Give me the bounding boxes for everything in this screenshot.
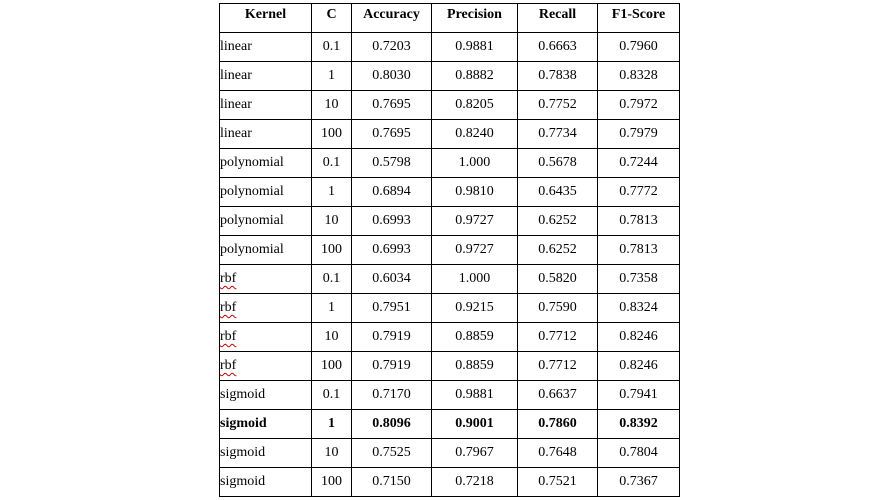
- cell-f1-score: 0.7804: [598, 439, 680, 468]
- cell-kernel: polynomial: [220, 207, 312, 236]
- cell-c: 0.1: [312, 33, 352, 62]
- cell-precision: 0.9881: [432, 381, 518, 410]
- cell-recall: 0.7860: [518, 410, 598, 439]
- cell-c: 100: [312, 352, 352, 381]
- cell-accuracy: 0.7919: [352, 352, 432, 381]
- cell-f1-score: 0.7367: [598, 468, 680, 497]
- cell-accuracy: 0.8030: [352, 62, 432, 91]
- cell-accuracy: 0.7951: [352, 294, 432, 323]
- cell-precision: 1.000: [432, 149, 518, 178]
- header-row: [220, 4, 680, 33]
- cell-recall: 0.7752: [518, 91, 598, 120]
- cell-f1-score: 0.7979: [598, 120, 680, 149]
- cell-f1-score: 0.7941: [598, 381, 680, 410]
- cell-recall: 0.7648: [518, 439, 598, 468]
- cell-accuracy: 0.7919: [352, 323, 432, 352]
- cell-kernel: polynomial: [220, 236, 312, 265]
- table-row: [220, 33, 680, 62]
- cell-recall: 0.7590: [518, 294, 598, 323]
- cell-f1-score: 0.7813: [598, 207, 680, 236]
- cell-accuracy: 0.5798: [352, 149, 432, 178]
- table-row: [220, 381, 680, 410]
- kernel-label: rbf: [220, 358, 237, 373]
- table-row: [220, 352, 680, 381]
- cell-precision: 0.8205: [432, 91, 518, 120]
- cell-f1-score: 0.8246: [598, 323, 680, 352]
- header-kernel: Kernel: [220, 4, 312, 33]
- cell-accuracy: 0.6894: [352, 178, 432, 207]
- table-row: [220, 265, 680, 294]
- cell-kernel: sigmoid: [220, 381, 312, 410]
- cell-precision: 0.8882: [432, 62, 518, 91]
- cell-f1-score: 0.7244: [598, 149, 680, 178]
- table-row: [220, 468, 680, 497]
- cell-accuracy: 0.7695: [352, 91, 432, 120]
- cell-c: 0.1: [312, 149, 352, 178]
- table-row: [220, 439, 680, 468]
- table-row: [220, 410, 680, 439]
- cell-recall: 0.5820: [518, 265, 598, 294]
- cell-f1-score: 0.7960: [598, 33, 680, 62]
- cell-kernel: [220, 265, 312, 294]
- cell-f1-score: 0.7972: [598, 91, 680, 120]
- cell-precision: 1.000: [432, 265, 518, 294]
- table-row: [220, 178, 680, 207]
- cell-precision: 0.7218: [432, 468, 518, 497]
- cell-kernel: sigmoid: [220, 439, 312, 468]
- cell-accuracy: 0.7695: [352, 120, 432, 149]
- cell-c: 0.1: [312, 265, 352, 294]
- cell-accuracy: 0.7203: [352, 33, 432, 62]
- table-row: [220, 120, 680, 149]
- header-accuracy: Accuracy: [352, 4, 432, 33]
- table-row: [220, 294, 680, 323]
- cell-precision: 0.8859: [432, 323, 518, 352]
- cell-precision: 0.8240: [432, 120, 518, 149]
- cell-f1-score: 0.8392: [598, 410, 680, 439]
- cell-accuracy: 0.7150: [352, 468, 432, 497]
- table-row: [220, 207, 680, 236]
- cell-f1-score: 0.8324: [598, 294, 680, 323]
- cell-kernel: polynomial: [220, 178, 312, 207]
- cell-c: 1: [312, 410, 352, 439]
- cell-accuracy: 0.8096: [352, 410, 432, 439]
- table-header: [220, 4, 680, 33]
- cell-f1-score: 0.8328: [598, 62, 680, 91]
- cell-c: 1: [312, 294, 352, 323]
- cell-kernel: [220, 294, 312, 323]
- cell-c: 1: [312, 178, 352, 207]
- cell-kernel: [220, 323, 312, 352]
- cell-precision: 0.9727: [432, 207, 518, 236]
- cell-recall: 0.6435: [518, 178, 598, 207]
- table-row: [220, 149, 680, 178]
- cell-c: 10: [312, 323, 352, 352]
- table-row: [220, 236, 680, 265]
- cell-accuracy: 0.6993: [352, 236, 432, 265]
- cell-precision: 0.8859: [432, 352, 518, 381]
- svm-results-table: [219, 3, 680, 497]
- kernel-label: rbf: [220, 329, 237, 344]
- cell-recall: 0.6637: [518, 381, 598, 410]
- cell-kernel: linear: [220, 120, 312, 149]
- cell-recall: 0.7521: [518, 468, 598, 497]
- kernel-label: rbf: [220, 271, 237, 286]
- cell-recall: 0.6663: [518, 33, 598, 62]
- cell-recall: 0.7734: [518, 120, 598, 149]
- cell-c: 10: [312, 439, 352, 468]
- results-table-container: [219, 3, 680, 497]
- cell-kernel: linear: [220, 33, 312, 62]
- cell-f1-score: 0.8246: [598, 352, 680, 381]
- cell-kernel: linear: [220, 91, 312, 120]
- cell-c: 100: [312, 468, 352, 497]
- table-row: [220, 91, 680, 120]
- cell-precision: 0.9810: [432, 178, 518, 207]
- cell-recall: 0.7712: [518, 323, 598, 352]
- cell-recall: 0.7712: [518, 352, 598, 381]
- cell-accuracy: 0.7525: [352, 439, 432, 468]
- cell-kernel: sigmoid: [220, 410, 312, 439]
- table-row: [220, 62, 680, 91]
- header-recall: Recall: [518, 4, 598, 33]
- header-precision: Precision: [432, 4, 518, 33]
- cell-f1-score: 0.7772: [598, 178, 680, 207]
- cell-c: 1: [312, 62, 352, 91]
- cell-c: 10: [312, 91, 352, 120]
- header-f1-score: F1-Score: [598, 4, 680, 33]
- table-row: [220, 323, 680, 352]
- cell-recall: 0.6252: [518, 207, 598, 236]
- cell-precision: 0.7967: [432, 439, 518, 468]
- cell-precision: 0.9727: [432, 236, 518, 265]
- cell-c: 100: [312, 120, 352, 149]
- cell-kernel: sigmoid: [220, 468, 312, 497]
- cell-precision: 0.9001: [432, 410, 518, 439]
- cell-accuracy: 0.6034: [352, 265, 432, 294]
- cell-accuracy: 0.7170: [352, 381, 432, 410]
- cell-kernel: polynomial: [220, 149, 312, 178]
- cell-recall: 0.6252: [518, 236, 598, 265]
- cell-c: 10: [312, 207, 352, 236]
- cell-kernel: [220, 352, 312, 381]
- cell-precision: 0.9215: [432, 294, 518, 323]
- cell-c: 0.1: [312, 381, 352, 410]
- cell-precision: 0.9881: [432, 33, 518, 62]
- header-c: C: [312, 4, 352, 33]
- cell-recall: 0.5678: [518, 149, 598, 178]
- kernel-label: rbf: [220, 300, 237, 315]
- cell-f1-score: 0.7358: [598, 265, 680, 294]
- cell-accuracy: 0.6993: [352, 207, 432, 236]
- table-body: [220, 33, 680, 497]
- cell-recall: 0.7838: [518, 62, 598, 91]
- cell-kernel: linear: [220, 62, 312, 91]
- cell-f1-score: 0.7813: [598, 236, 680, 265]
- cell-c: 100: [312, 236, 352, 265]
